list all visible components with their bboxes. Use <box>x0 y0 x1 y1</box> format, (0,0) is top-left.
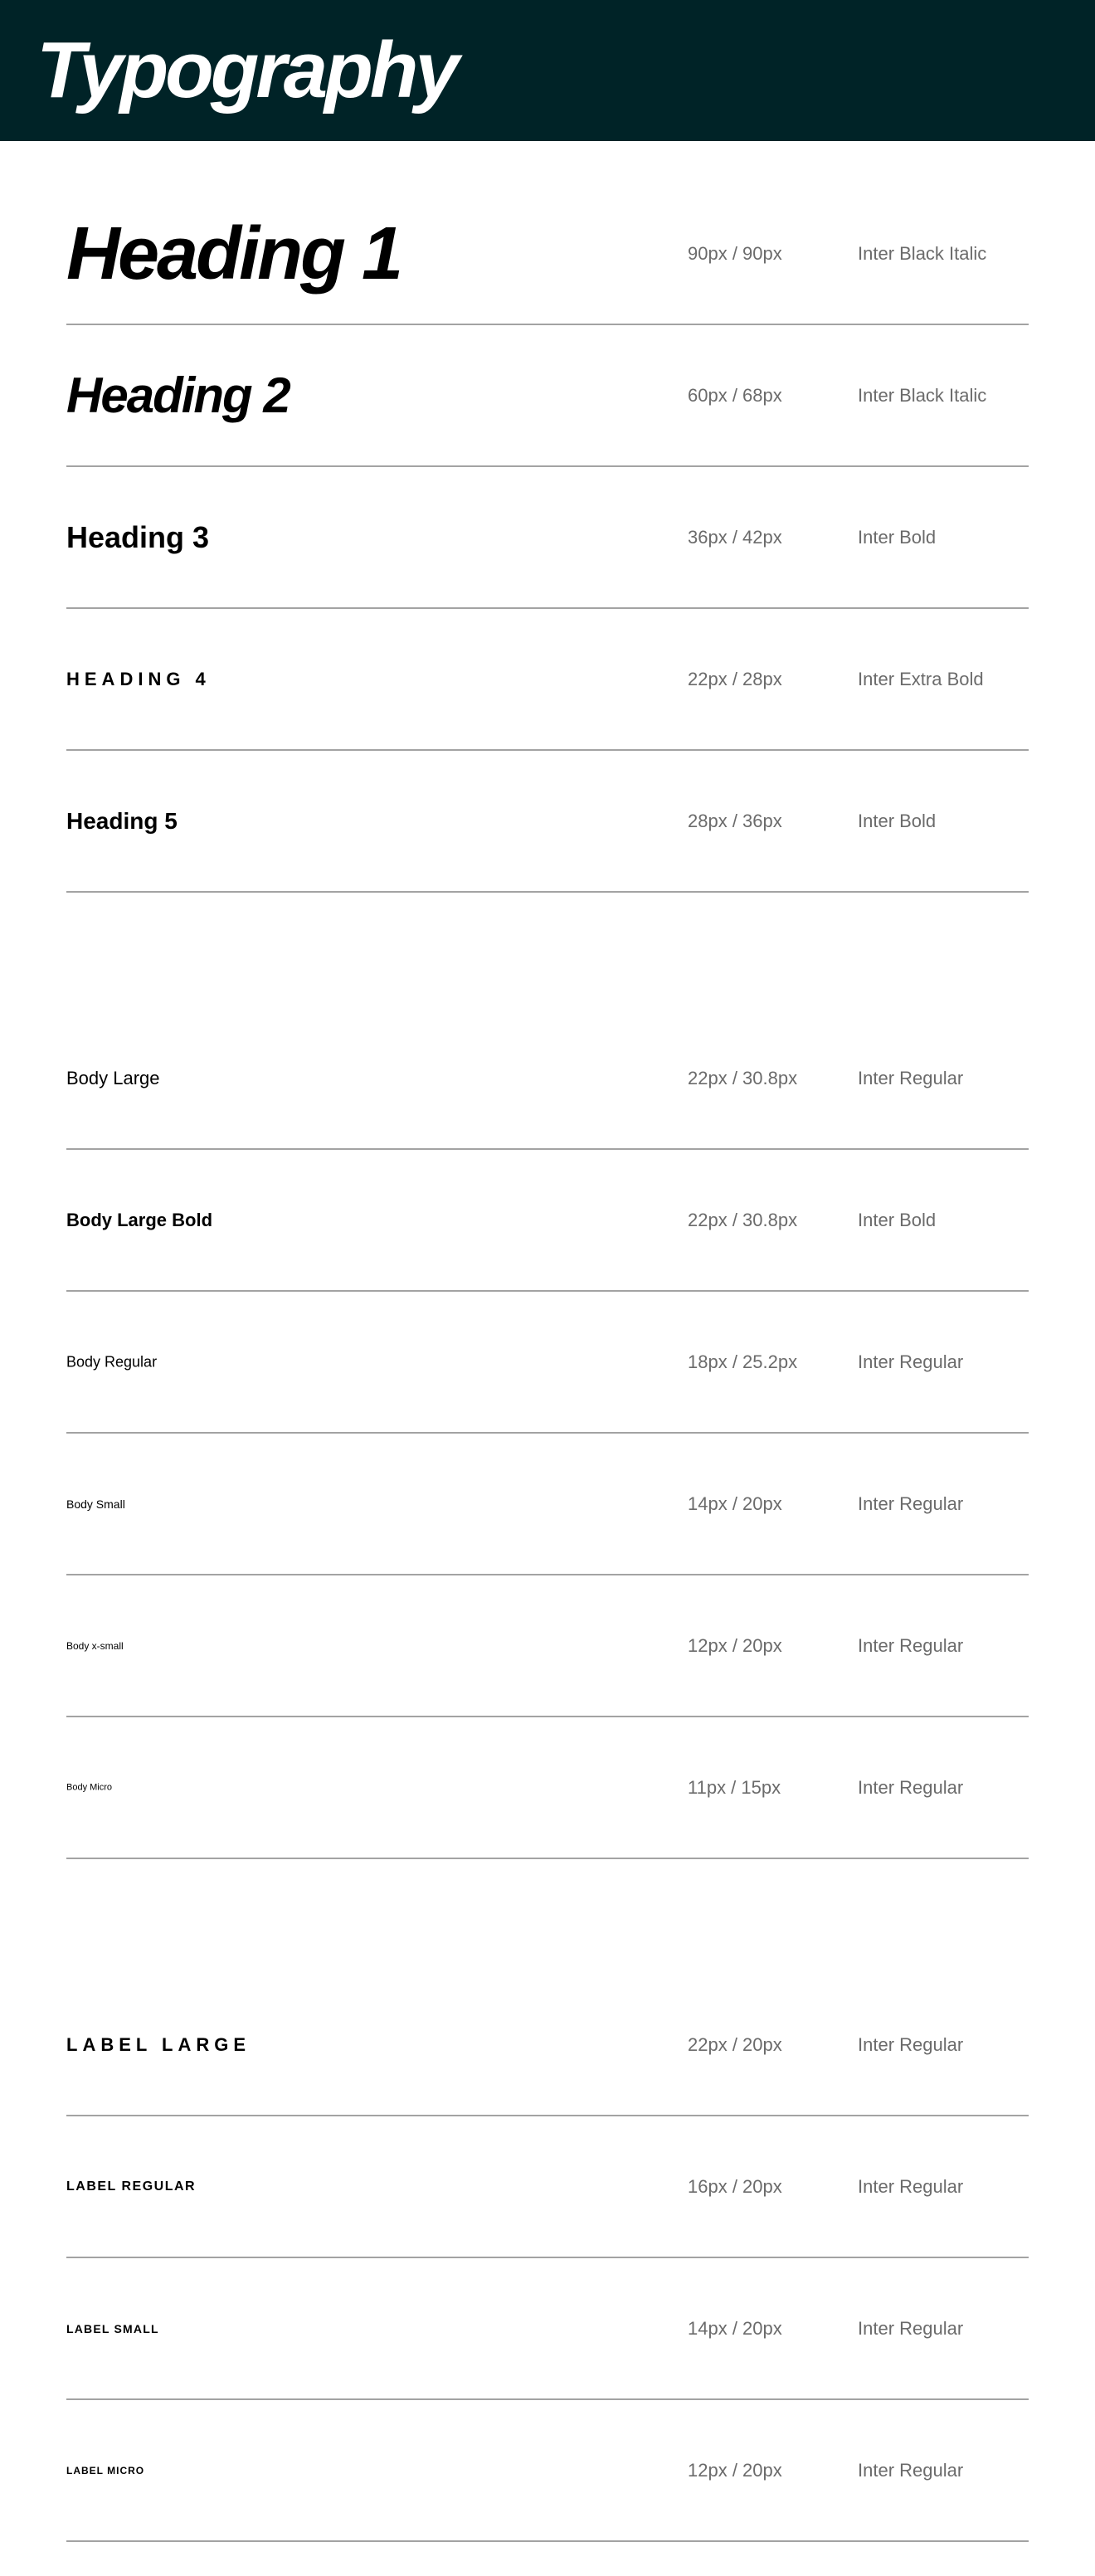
type-size: 22px / 20px <box>688 2033 782 2055</box>
type-size: 28px / 36px <box>688 810 782 831</box>
type-row-heading-1 <box>66 183 1029 325</box>
type-sample-label-micro: LABEL MICRO <box>66 2464 145 2476</box>
type-size: 90px / 90px <box>688 242 782 264</box>
type-size: 12px / 20px <box>688 2459 782 2481</box>
type-font: Inter Regular <box>858 1493 964 1514</box>
type-row-body-micro <box>66 1717 1029 1859</box>
type-font: Inter Regular <box>858 2317 964 2339</box>
type-row-body-small <box>66 1434 1029 1575</box>
type-size: 22px / 28px <box>688 668 782 689</box>
type-sample-body-large-bold: Body Large Bold <box>66 1209 213 1230</box>
page-header <box>0 0 1095 141</box>
type-sample-label-large: LABEL LARGE <box>66 2033 251 2055</box>
type-size: 11px / 15px <box>688 1776 781 1798</box>
type-size: 22px / 30.8px <box>688 1209 798 1230</box>
body-section <box>66 1008 1029 1859</box>
type-sample-body-large: Body Large <box>66 1067 160 1088</box>
type-sample-body-regular: Body Regular <box>66 1353 158 1370</box>
type-size: 36px / 42px <box>688 526 782 548</box>
type-row-heading-5 <box>66 751 1029 893</box>
type-row-label-large <box>66 1975 1029 2116</box>
type-row-heading-2 <box>66 325 1029 467</box>
type-size: 18px / 25.2px <box>688 1351 798 1372</box>
type-sample-heading-4: HEADING 4 <box>66 668 211 689</box>
type-size: 16px / 20px <box>688 2175 782 2197</box>
type-sample-label-small: LABEL SMALL <box>66 2321 159 2335</box>
type-font: Inter Regular <box>858 1634 964 1656</box>
type-font: Inter Bold <box>858 1209 937 1230</box>
type-font: Inter Black Italic <box>858 242 987 264</box>
type-row-label-micro <box>66 2400 1029 2542</box>
type-font: Inter Regular <box>858 2175 964 2197</box>
type-row-body-x-small <box>66 1575 1029 1717</box>
type-sample-heading-5: Heading 5 <box>66 807 178 834</box>
type-size: 60px / 68px <box>688 384 782 406</box>
type-font: Inter Bold <box>858 526 937 548</box>
type-font: Inter Regular <box>858 2459 964 2481</box>
type-sample-heading-1: Heading 1 <box>66 212 402 295</box>
type-row-heading-3 <box>66 467 1029 609</box>
type-sample-heading-3: Heading 3 <box>66 519 210 554</box>
type-row-label-regular <box>66 2116 1029 2258</box>
type-font: Inter Regular <box>858 1776 964 1798</box>
type-size: 14px / 20px <box>688 1493 782 1514</box>
type-font: Inter Bold <box>858 810 937 831</box>
type-sample-body-x-small: Body x-small <box>66 1639 124 1652</box>
type-sample-heading-2: Heading 2 <box>66 367 290 423</box>
page-title: Typography <box>36 26 456 114</box>
type-row-label-small <box>66 2258 1029 2400</box>
type-font: Inter Regular <box>858 1351 964 1372</box>
type-size: 22px / 30.8px <box>688 1067 798 1088</box>
type-sample-body-small: Body Small <box>66 1497 125 1511</box>
type-row-body-regular <box>66 1292 1029 1434</box>
type-font: Inter Regular <box>858 2033 964 2055</box>
type-font: Inter Extra Bold <box>858 668 984 689</box>
type-size: 14px / 20px <box>688 2317 782 2339</box>
headings-section <box>66 183 1029 893</box>
type-font: Inter Regular <box>858 1067 964 1088</box>
type-sample-body-micro: Body Micro <box>66 1782 113 1792</box>
type-sample-label-regular: LABEL REGULAR <box>66 2179 197 2194</box>
type-row-body-large <box>66 1008 1029 1150</box>
type-font: Inter Black Italic <box>858 384 987 406</box>
type-row-heading-4 <box>66 609 1029 751</box>
labels-section <box>66 1975 1029 2542</box>
type-size: 12px / 20px <box>688 1634 782 1656</box>
type-row-body-large-bold <box>66 1150 1029 1292</box>
